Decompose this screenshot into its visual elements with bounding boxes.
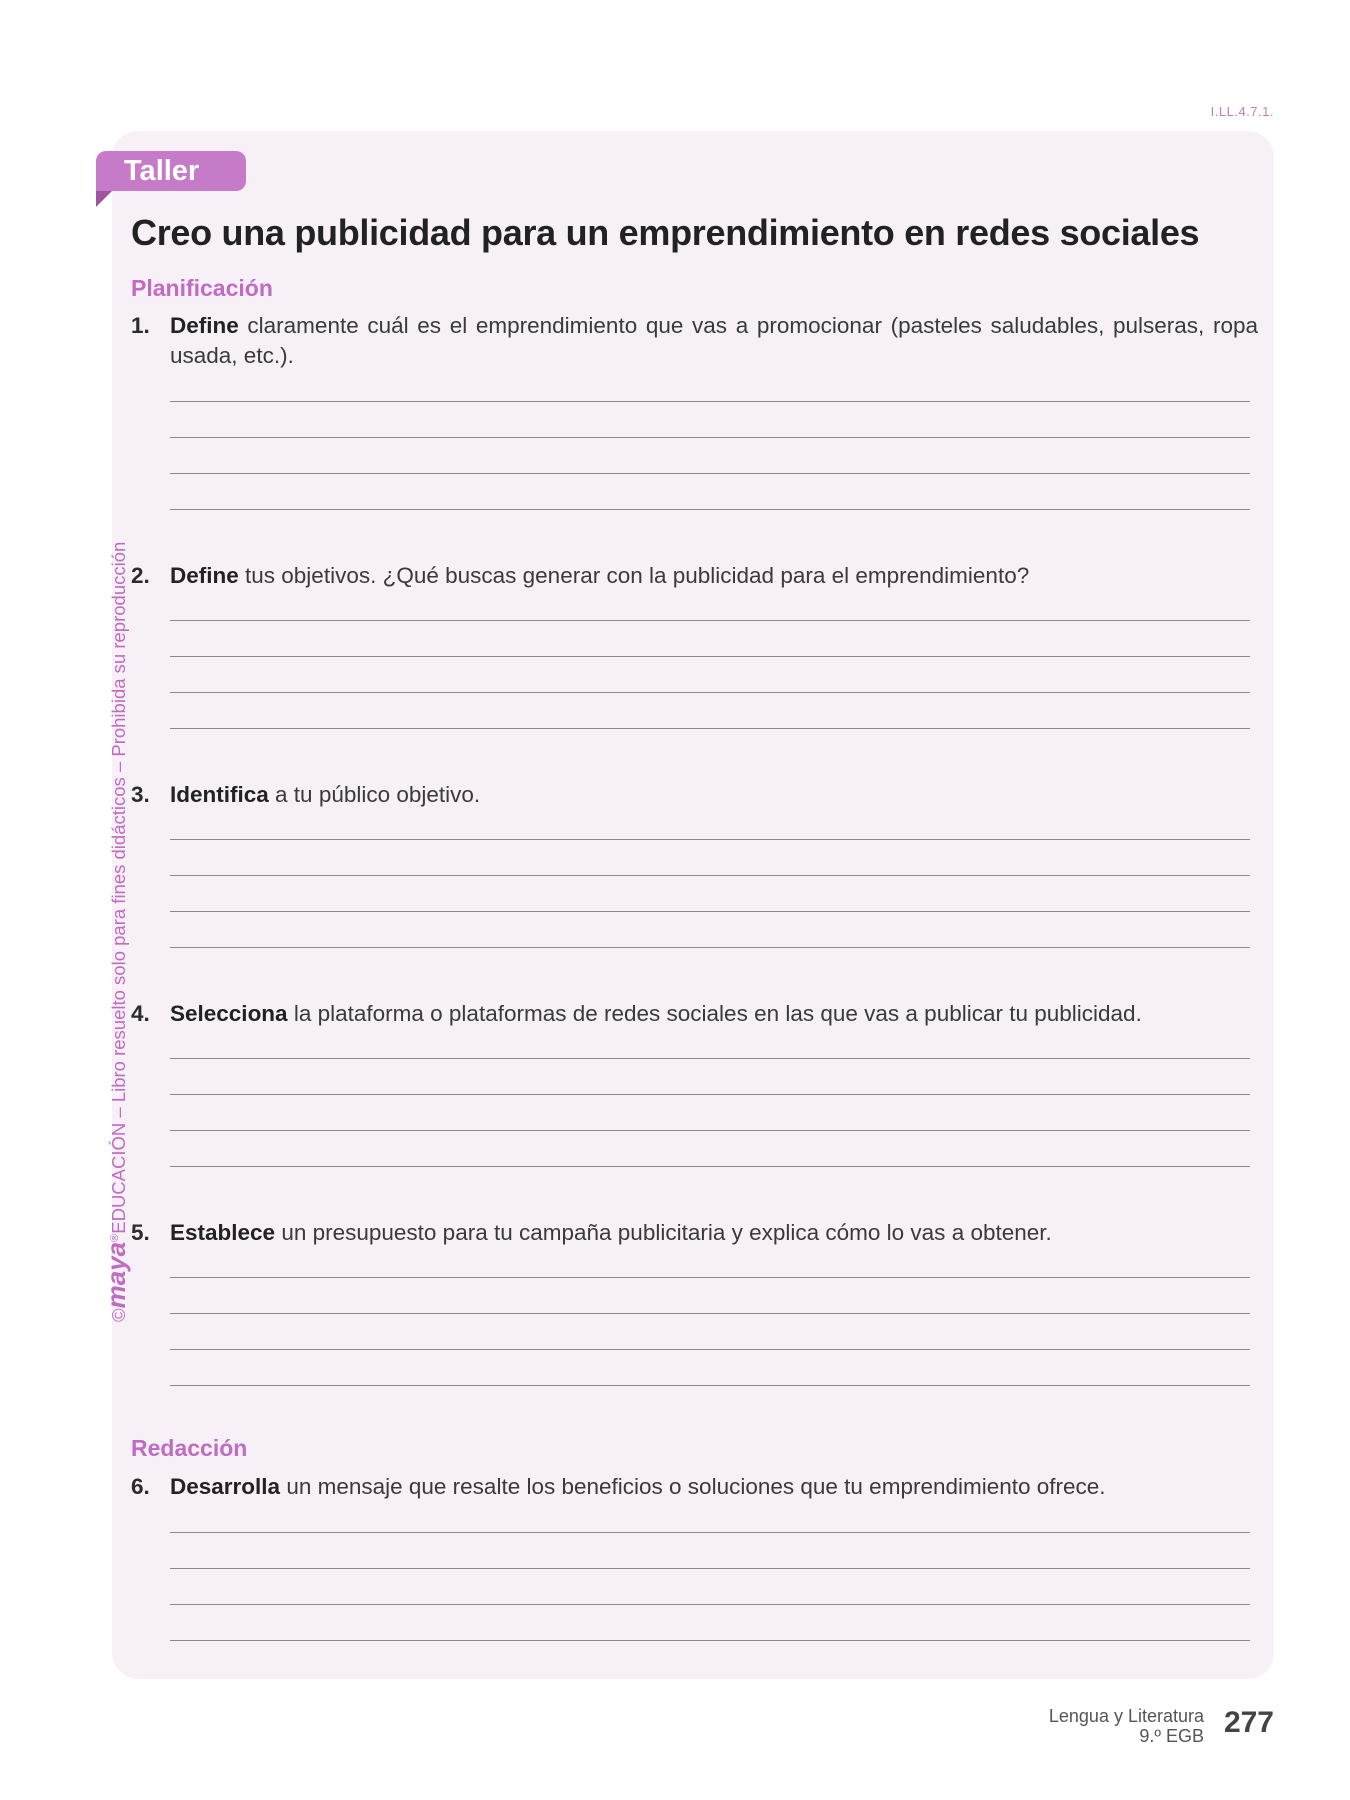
question-number: 1.: [131, 313, 150, 338]
answer-line[interactable]: [170, 1604, 1250, 1605]
footer-subject-block: [944, 1706, 1204, 1746]
answer-lines-3[interactable]: [170, 839, 1250, 983]
section-heading-writing: Redacción: [131, 1435, 248, 1461]
answer-line[interactable]: [170, 1640, 1250, 1641]
answer-line[interactable]: [170, 656, 1250, 657]
answer-line[interactable]: [170, 1532, 1250, 1533]
question-text: claramente cuál es el emprendimiento que vas a promocionar (pasteles saludables, pulseras, ropa usada, etc.).: [170, 313, 1258, 368]
answer-line[interactable]: [170, 620, 1250, 621]
question-number: 4.: [131, 1001, 150, 1026]
question-4: [131, 999, 1258, 1029]
curriculum-code: I.LL.4.7.1.: [1210, 104, 1274, 119]
answer-line[interactable]: [170, 509, 1250, 510]
question-text: un presupuesto para tu campaña publicitaria y explica cómo lo vas a obtener.: [275, 1220, 1052, 1245]
footer-grade: 9.º EGB: [1139, 1726, 1204, 1746]
answer-line[interactable]: [170, 1568, 1250, 1569]
answer-line[interactable]: [170, 1277, 1250, 1278]
copyright-sidebar: [101, 542, 132, 1322]
answer-line[interactable]: [170, 1349, 1250, 1350]
answer-line[interactable]: [170, 947, 1250, 948]
page-title: Creo una publicidad para un emprendimiento en redes sociales: [131, 212, 1200, 253]
registered-mark: ®: [108, 1233, 121, 1242]
question-verb: Desarrolla: [170, 1474, 281, 1499]
question-text: la plataforma o plataformas de redes sociales en las que vas a publicar tu publicidad.: [287, 1001, 1142, 1026]
question-verb: Identifica: [170, 782, 269, 807]
question-2: [131, 561, 1258, 591]
answer-lines-1[interactable]: [170, 401, 1250, 545]
question-text: a tu público objetivo.: [268, 782, 481, 807]
question-verb: Establece: [170, 1220, 276, 1245]
page-number: 277: [1223, 1706, 1274, 1739]
answer-line[interactable]: [170, 728, 1250, 729]
answer-line[interactable]: [170, 437, 1250, 438]
question-verb: Selecciona: [170, 1001, 288, 1026]
footer-subject: Lengua y Literatura: [1048, 1706, 1204, 1726]
copyright-text: EDUCACIÓN – Libro resuelto solo para fines didácticos – Prohibida su reproducción: [108, 541, 129, 1234]
answer-line[interactable]: [170, 1313, 1250, 1314]
question-number: 3.: [131, 782, 150, 807]
question-text: tus objetivos. ¿Qué buscas generar con la publicidad para el emprendimiento?: [238, 563, 1030, 588]
answer-line[interactable]: [170, 473, 1250, 474]
question-3: [131, 780, 1258, 810]
tab-fold-decoration: [96, 191, 112, 207]
question-6: [131, 1472, 1258, 1502]
question-5: [131, 1218, 1258, 1248]
question-1: [131, 311, 1258, 371]
answer-lines-6[interactable]: [170, 1532, 1250, 1676]
answer-line[interactable]: [170, 1058, 1250, 1059]
taller-tab: Taller: [96, 151, 246, 191]
answer-line[interactable]: [170, 1385, 1250, 1386]
answer-lines-2[interactable]: [170, 620, 1250, 764]
answer-line[interactable]: [170, 401, 1250, 402]
brand-logo: maya: [101, 1241, 131, 1309]
answer-lines-5[interactable]: [170, 1277, 1250, 1421]
page-footer: [1048, 1706, 1274, 1746]
question-number: 2.: [131, 563, 150, 588]
section-heading-planning: Planificación: [131, 275, 273, 301]
question-number: 5.: [131, 1220, 150, 1245]
answer-line[interactable]: [170, 1094, 1250, 1095]
answer-lines-4[interactable]: [170, 1058, 1250, 1202]
question-verb: Define: [170, 313, 239, 338]
answer-line[interactable]: [170, 692, 1250, 693]
question-text: un mensaje que resalte los beneficios o soluciones que tu emprendimiento ofrece.: [280, 1474, 1106, 1499]
answer-line[interactable]: [170, 839, 1250, 840]
question-number: 6.: [131, 1474, 150, 1499]
answer-line[interactable]: [170, 911, 1250, 912]
copyright-symbol: ©: [108, 1308, 129, 1322]
answer-line[interactable]: [170, 1130, 1250, 1131]
question-verb: Define: [170, 563, 239, 588]
answer-line[interactable]: [170, 875, 1250, 876]
answer-line[interactable]: [170, 1166, 1250, 1167]
